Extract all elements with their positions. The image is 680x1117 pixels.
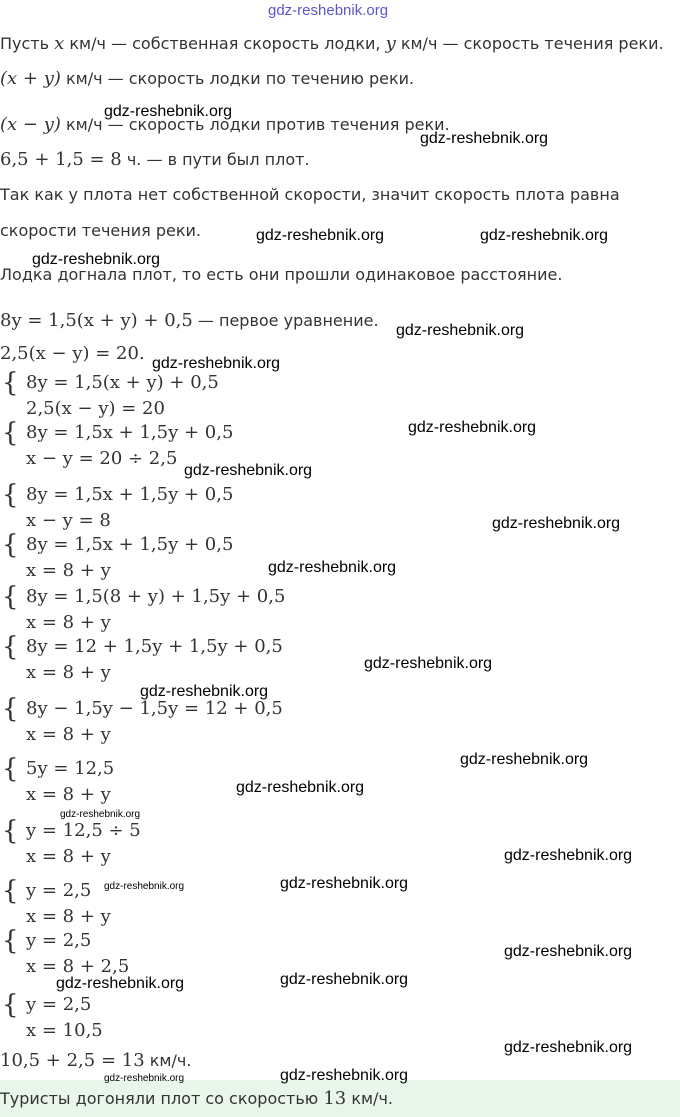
system-equation: x = 8 + y <box>26 784 111 805</box>
watermark: gdz-reshebnik.org <box>504 847 633 864</box>
system-equation: 8y = 1,5(8 + y) + 1,5y + 0,5 <box>26 586 286 607</box>
line-1-post: км/ч — скорость течения реки. <box>395 34 664 53</box>
watermark: gdz-reshebnik.org <box>280 1067 409 1084</box>
answer-pre: Туристы догоняли плот со скоростью <box>0 1089 324 1108</box>
site-watermark-header: gdz-reshebnik.org <box>268 2 389 19</box>
system-equation: x = 8 + y <box>26 724 111 745</box>
system-brace: { <box>2 582 19 612</box>
watermark: gdz-reshebnik.org <box>236 779 365 796</box>
watermark: gdz-reshebnik.org <box>408 419 537 436</box>
watermark: gdz-reshebnik.org <box>104 881 185 892</box>
system-brace: { <box>2 368 19 398</box>
watermark: gdz-reshebnik.org <box>32 251 161 268</box>
line-raft-time <box>0 149 310 171</box>
answer-value: 13 <box>323 1088 347 1109</box>
line-first-equation <box>0 310 379 332</box>
system-brace: { <box>2 530 19 560</box>
math-downstream: (x + y) <box>0 68 61 89</box>
watermark: gdz-reshebnik.org <box>104 1073 185 1084</box>
watermark: gdz-reshebnik.org <box>480 227 609 244</box>
line-final-calc <box>0 1050 191 1072</box>
math-upstream: (x − y) <box>0 114 61 135</box>
answer-post: км/ч. <box>346 1089 393 1108</box>
line-1-pre: Пусть <box>0 34 55 53</box>
system-equation: 5y = 12,5 <box>26 758 115 779</box>
system-equation: x = 8 + y <box>26 906 111 927</box>
text-final-calc: км/ч. <box>144 1051 192 1070</box>
watermark: gdz-reshebnik.org <box>268 559 397 576</box>
system-equation: x = 8 + y <box>26 612 111 633</box>
system-brace: { <box>2 754 19 784</box>
math-raft-time: 6,5 + 1,5 = 8 <box>0 149 122 170</box>
text-raft-time: ч. — в пути был плот. <box>121 150 310 169</box>
line-raft-speed-1: Так как у плота нет собственной скорости, значит скорость плота равна <box>0 185 620 204</box>
line-1-mid: км/ч — собственная скорость лодки, <box>64 34 386 53</box>
system-brace: { <box>2 816 19 846</box>
system-brace: { <box>2 990 19 1020</box>
watermark: gdz-reshebnik.org <box>140 683 269 700</box>
system-brace: { <box>2 694 19 724</box>
watermark: gdz-reshebnik.org <box>104 103 233 120</box>
system-equation: x = 8 + y <box>26 846 111 867</box>
system-brace: { <box>2 926 19 956</box>
math-final-calc: 10,5 + 2,5 = 13 <box>0 1050 145 1071</box>
text-upstream: км/ч — скорость лодки против течения реки. <box>60 115 450 134</box>
watermark: gdz-reshebnik.org <box>56 975 185 992</box>
watermark: gdz-reshebnik.org <box>396 322 525 339</box>
system-equation: 8y = 1,5x + 1,5y + 0,5 <box>26 422 234 443</box>
watermark: gdz-reshebnik.org <box>184 462 313 479</box>
line-variables <box>0 34 664 54</box>
watermark: gdz-reshebnik.org <box>152 355 281 372</box>
system-equation: y = 2,5 <box>26 930 92 951</box>
var-x: x <box>54 33 65 54</box>
system-equation: y = 2,5 <box>26 994 92 1015</box>
var-y: y <box>385 33 396 54</box>
system-brace: { <box>2 632 19 662</box>
answer-line <box>0 1088 393 1110</box>
system-equation: x − y = 8 <box>26 510 111 531</box>
system-equation: x − y = 20 ÷ 2,5 <box>26 448 178 469</box>
system-equation: y = 2,5 <box>26 880 92 901</box>
system-equation: 8y = 1,5(x + y) + 0,5 <box>26 372 219 393</box>
math-first-equation: 8y = 1,5(x + y) + 0,5 <box>0 310 193 331</box>
system-brace: { <box>2 876 19 906</box>
watermark: gdz-reshebnik.org <box>504 943 633 960</box>
watermark: gdz-reshebnik.org <box>256 227 385 244</box>
system-equation: 2,5(x − y) = 20 <box>26 398 165 419</box>
system-equation: x = 8 + y <box>26 662 111 683</box>
watermark: gdz-reshebnik.org <box>60 809 141 820</box>
watermark: gdz-reshebnik.org <box>420 130 549 147</box>
watermark: gdz-reshebnik.org <box>460 751 589 768</box>
system-equation: y = 12,5 ÷ 5 <box>26 820 141 841</box>
watermark: gdz-reshebnik.org <box>280 875 409 892</box>
system-equation: x = 8 + y <box>26 560 111 581</box>
system-equation: 8y = 12 + 1,5y + 1,5y + 0,5 <box>26 636 283 657</box>
line-second-equation: 2,5(x − y) = 20. <box>0 343 145 364</box>
watermark: gdz-reshebnik.org <box>280 971 409 988</box>
text-first-equation: — первое уравнение. <box>192 311 379 330</box>
line-downstream <box>0 69 414 89</box>
system-equation: 8y = 1,5x + 1,5y + 0,5 <box>26 534 234 555</box>
system-equation: 8y − 1,5y − 1,5y = 12 + 0,5 <box>26 698 283 719</box>
system-brace: { <box>2 418 19 448</box>
line-equal-distance: Лодка догнала плот, то есть они прошли одинаковое расстояние. <box>0 265 563 284</box>
system-brace: { <box>2 480 19 510</box>
watermark: gdz-reshebnik.org <box>504 1039 633 1056</box>
system-equation: x = 10,5 <box>26 1020 103 1041</box>
system-equation: x = 8 + 2,5 <box>26 956 130 977</box>
text-downstream: км/ч — скорость лодки по течению реки. <box>60 69 415 88</box>
watermark: gdz-reshebnik.org <box>492 515 621 532</box>
watermark: gdz-reshebnik.org <box>364 655 493 672</box>
line-raft-speed-2: скорости течения реки. <box>0 221 201 240</box>
system-equation: 8y = 1,5x + 1,5y + 0,5 <box>26 484 234 505</box>
